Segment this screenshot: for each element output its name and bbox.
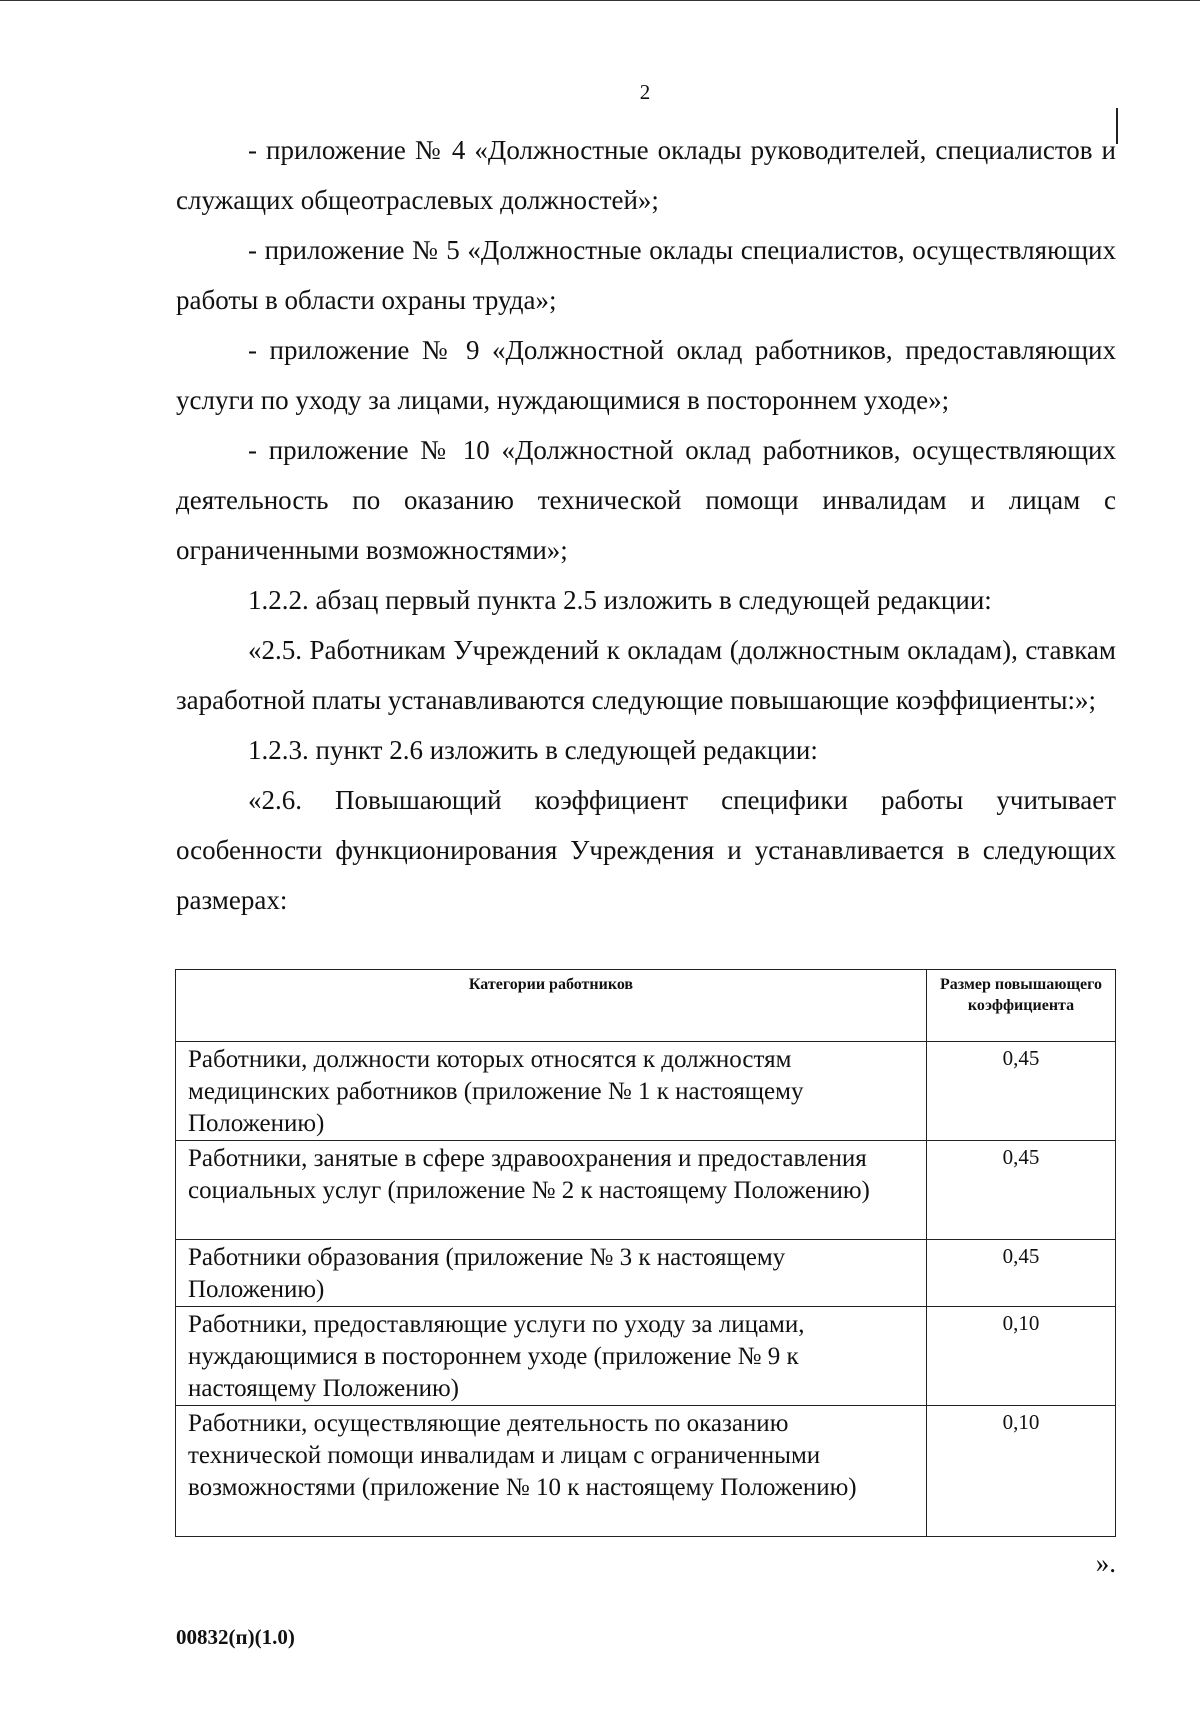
row-coefficient: 0,10 [927, 1406, 1116, 1537]
coefficient-table [175, 969, 1116, 1537]
coefficient-table-wrapper [175, 969, 1116, 1537]
paragraph-1-2-2: 1.2.2. абзац первый пункта 2.5 изложить в следующей редакции: [248, 585, 992, 615]
document-body [176, 125, 1116, 925]
table-header-row [176, 970, 1116, 1042]
paragraph-2-5: «2.5. Работникам Учреждений к окладам (должностным окладам), ставкам заработной платы устанавливаются следующие повышающие коэффициенты:»; [176, 635, 1116, 715]
closing-quote: ». [1095, 1548, 1116, 1578]
row-coefficient: 0,45 [927, 1240, 1116, 1307]
table-row [176, 1240, 1116, 1307]
header-coefficient: Размер повышающего коэффициента [927, 970, 1116, 1042]
table-row [176, 1406, 1116, 1537]
document-code: 00832(п)(1.0) [176, 1625, 295, 1649]
paragraph-appendix-10: - приложение № 10 «Должностной оклад работников, осуществляющих деятельность по оказанию технической помощи инвалидам и лицам с ограниченными возможностями»; [176, 435, 1116, 565]
table-row [176, 1141, 1116, 1240]
paragraph-appendix-4: - приложение № 4 «Должностные оклады руководителей, специалистов и служащих общеотраслевых должностей»; [176, 135, 1116, 215]
paragraph-2-6: «2.6. Повышающий коэффициент специфики работы учитывает особенности функционирования Учреждения и устанавливается в следующих размерах: [176, 785, 1116, 915]
row-category: Работники, должности которых относятся к должностям медицинских работников (приложение № 1 к настоящему Положению) [176, 1042, 927, 1141]
row-coefficient: 0,45 [927, 1141, 1116, 1240]
table-row [176, 1042, 1116, 1141]
paragraph-appendix-5: - приложение № 5 «Должностные оклады специалистов, осуществляющих работы в области охраны труда»; [176, 235, 1116, 315]
row-category: Работники, занятые в сфере здравоохранения и предоставления социальных услуг (приложение № 2 к настоящему Положению) [176, 1141, 927, 1240]
row-coefficient: 0,45 [927, 1042, 1116, 1141]
page-number: 2 [639, 80, 651, 104]
paragraph-appendix-9: - приложение № 9 «Должностной оклад работников, предоставляющих услуги по уходу за лицами, нуждающимися в постороннем уходе»; [176, 335, 1116, 415]
scan-margin-mark [1116, 108, 1118, 144]
paragraph-1-2-3: 1.2.3. пункт 2.6 изложить в следующей редакции: [248, 735, 818, 765]
header-category: Категории работников [176, 970, 927, 1042]
row-category: Работники, осуществляющие деятельность по оказанию технической помощи инвалидам и лицам с ограниченными возможностями (приложение № 10 к настоящему Положению) [176, 1406, 927, 1537]
scan-top-edge [0, 0, 1200, 1]
row-category: Работники образования (приложение № 3 к настоящему Положению) [176, 1240, 927, 1307]
table-row [176, 1307, 1116, 1406]
row-coefficient: 0,10 [927, 1307, 1116, 1406]
row-category: Работники, предоставляющие услуги по уходу за лицами, нуждающимися в постороннем уходе (приложение № 9 к настоящему Положению) [176, 1307, 927, 1406]
